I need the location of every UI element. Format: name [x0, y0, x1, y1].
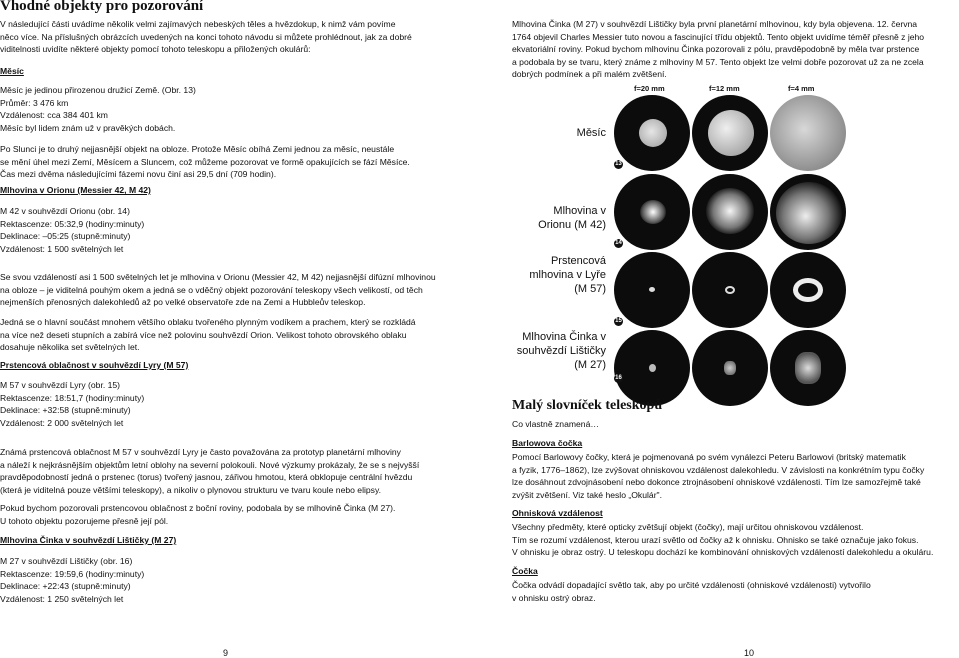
figure-row-label: Mlhovina v Orionu (M 42) [538, 205, 606, 231]
dumbbell-heading: Mlhovina Činka v souhvězdí Lištičky (M 27) [0, 535, 177, 545]
lyra-heading: Prstencová oblačnost v souhvězdí Lyry (M 57) [0, 360, 189, 370]
orion-view-12mm [692, 174, 768, 250]
glossary-title: Malý slovníček teleskopů [512, 398, 663, 413]
dumbbell-view-12mm [692, 330, 768, 406]
dumbbell-view-20mm [614, 330, 690, 406]
orion-heading: Mlhovina v Orionu (Messier 42, M 42) [0, 185, 151, 195]
moon-view-12mm [692, 95, 768, 171]
glossary-subtitle: Co vlastně znamená… [512, 419, 599, 429]
figure-row-label: Mlhovina Činka v souhvězdí Lištičky (M 27) [516, 331, 606, 371]
ring-view-12mm [692, 252, 768, 328]
focal-label: f=12 mm [709, 84, 740, 93]
lens-heading: Čočka [512, 566, 538, 576]
focal-length-heading: Ohnisková vzdálenost [512, 508, 603, 518]
focal-label: f=20 mm [634, 84, 665, 93]
figure-row-label: Prstencová mlhovina v Lyře (M 57) [529, 255, 606, 295]
focal-label: f=4 mm [788, 84, 815, 93]
barlow-text: Pomocí Barlowovy čočky, která je pojmenovaná po svém vynálezci Peteru Barlowovi (britský matematik a fyzik, 1776–1862), lze zvýšovat ohniskovou vzdálenost dalekohledu. V závislosti na konkrétním typu čočky lze dosáhnout zdvojnásobení nebo dokonce ztrojnásobení ohniskové vzdálenosti. Tím lze samozřejmě také zvýšit zvětšení. Viz také heslo „Okulár". [512, 452, 925, 500]
orion-description-1: Se svou vzdáleností asi 1 500 světelných let je mlhovina v Orionu (Messier 42, M 42) nejjasnější difúzní mlhovinou na obloze – je viditelná pouhým okem a jedná se o vděčný objekt pozorování teleskopy všech velikostí, od těch nejmenších přenosných dalekohledů až po velké observatoře zde na Zemi a Hubbleův teleskop. [0, 272, 436, 308]
orion-description-2: Jedná se o hlavní součást mnohem většího oblaku tvořeného plynným vodíkem a prachem, který se rozkládá na více než deseti stupních a zabírá více než polovinu souhvězdí Orion. Velikost tohoto obrovského oblaku dosahuje několika set světelných let. [0, 317, 416, 353]
figure-badge: 15 [615, 318, 622, 324]
page-number-right: 10 [744, 648, 755, 658]
orion-data: M 42 v souhvězdí Orionu (obr. 14) Rektascenze: 05:32,9 (hodiny:minuty) Deklinace: –05:25 (stupně:minuty) Vzdálenost: 1 500 světelných let [0, 206, 145, 254]
page-number-left: 9 [223, 648, 229, 658]
moon-heading: Měsíc [0, 66, 24, 76]
focal-length-text: Všechny předměty, které opticky zvětšují objekt (čočky), mají určitou ohniskovou vzdálenost. Tím se rozumí vzdálenost, kterou urazí světlo od čočky až k ohnisku. Ohnisko se také označuje jako fokus. V ohnisku je obraz ostrý. U teleskopu dochází ke kombinování ohniskových vzdáleností dalekohledu a okuláru. [512, 522, 934, 558]
eyepiece-figure [512, 84, 952, 389]
lyra-description-1: Známá prstencová oblačnost M 57 v souhvězdí Lyry je často považována za prototyp planetární mlhoviny a náleží k nejkrásnějším objektům letní oblohy na severní polokouli. Nové výzkumy prokázaly, že se s nejvyšší pravděpodobností jedná o prstenec (torus) tvořený jasnou, zářivou hmotou, která obklopuje centrální hvězdu (která je viditelná pouze většími teleskopy), a nikoliv o plynovou strukturu ve tvaru koule nebo elipsy. [0, 447, 420, 495]
barlow-heading: Barlowova čočka [512, 438, 583, 448]
moon-view-20mm [614, 95, 690, 171]
figure-badge: 13 [615, 161, 622, 167]
figure-badge: 14 [615, 240, 622, 246]
moon-data: Měsíc je jedinou přirozenou družicí Země. (Obr. 13) Průměr: 3 476 km Vzdálenost: cca 384 401 km Měsíc byl lidem znám už v pravěkých dobách. [0, 85, 196, 133]
dumbbell-description: Mlhovina Činka (M 27) v souhvězdí Lištičky byla první planetární mlhovinou, kdy byla objevena. 12. června 1764 objevil Charles Messier tuto novou a fascinující třídu objektů. Tento objekt uvidíme téměř přesně z jeho ekvatoriální roviny. Pokud bychom mlhovinu Činka pozorovali z pólu, pravděpodobně by měla tvar prstence a podobala by se tvaru, který známe z mlhoviny M 57. Tento objekt lze velmi dobře pozorovat už za ne zcela dobrých podmínek a při malém zvětšení. [512, 19, 925, 80]
figure-badge: 16 [615, 375, 622, 381]
dumbbell-view-4mm [770, 330, 846, 406]
figure-row-label: Měsíc [576, 127, 606, 139]
ring-view-20mm [614, 252, 690, 328]
orion-view-20mm [614, 174, 690, 250]
intro-text: V následující části uvádíme několik velmi zajímavých nebeských těles a hvězdokup, k nimž vám povíme něco více. Na příslušných obrázcích uvedených na konci tohoto návodu si můžete prohlédnout, jak za dobré viditelnosti uvidíte některé objekty pomocí tohoto teleskopu a přiložených okulárů: [0, 19, 412, 55]
orion-view-4mm [770, 174, 846, 250]
dumbbell-data: M 27 v souhvězdí Lištičky (obr. 16) Rektascenze: 19:59,6 (hodiny:minuty) Deklinace: +22:43 (stupně:minuty) Vzdálenost: 1 250 světelných let [0, 556, 145, 604]
lyra-data: M 57 v souhvězdí Lyry (obr. 15) Rektascenze: 18:51,7 (hodiny:minuty) Deklinace: +32:58 (stupně:minuty) Vzdálenost: 2 000 světelných let [0, 380, 145, 428]
ring-view-4mm [770, 252, 846, 328]
lens-text: Čočka odvádí dopadající světlo tak, aby po určité vzdálenosti (ohniskové vzdálenosti) vytvořilo v ohnisku ostrý obraz. [512, 580, 871, 603]
page-title: Vhodné objekty pro pozorování [0, 0, 204, 14]
moon-description: Po Slunci je to druhý nejjasnější objekt na obloze. Protože Měsíc obíhá Zemi jednou za měsíc, neustále se mění úhel mezi Zemí, Měsícem a Sluncem, což můžeme pozorovat ve formě opakujících se fází Měsíce. Čas mezi dvěma následujícími fázemi novu činí asi 29,5 dní (709 hodin). [0, 144, 410, 180]
lyra-description-2: Pokud bychom pozorovali prstencovou oblačnost z boční roviny, podobala by se mlhovině Činka (M 27). U tohoto objektu pozorujeme přesně její pól. [0, 503, 396, 526]
moon-view-4mm [770, 95, 846, 171]
